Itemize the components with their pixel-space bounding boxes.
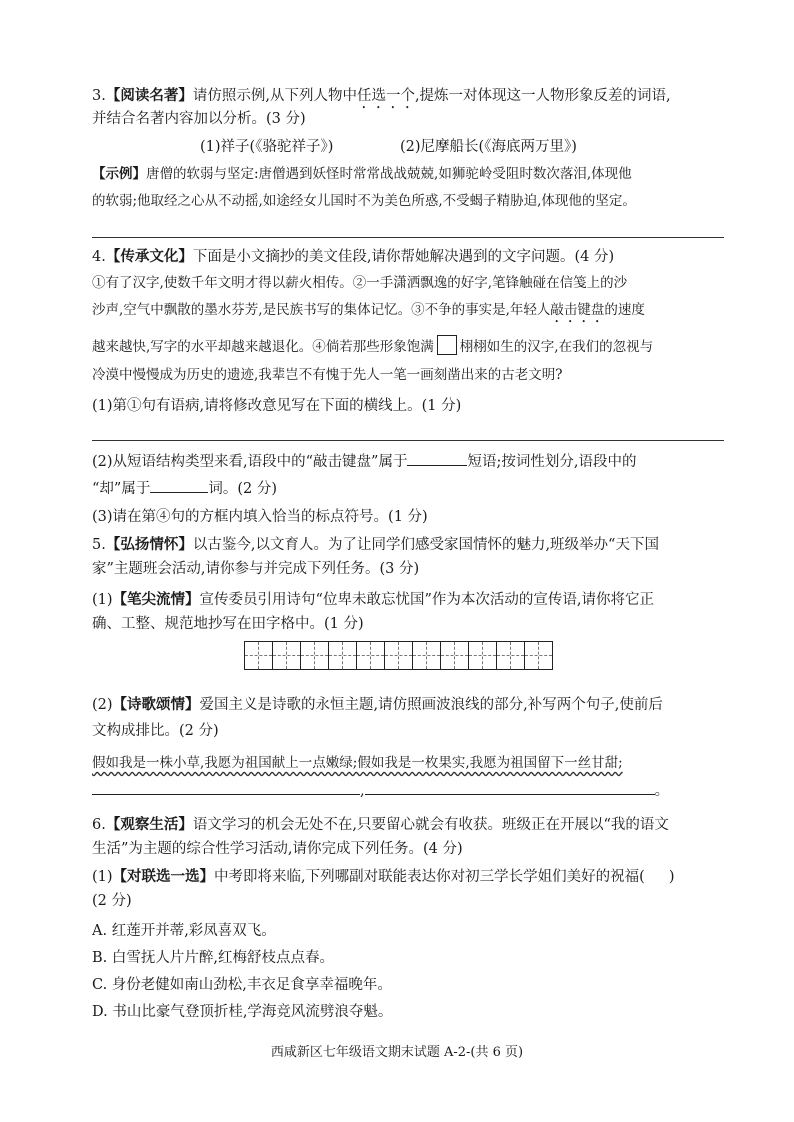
q6-sub1-num: (1) (92, 869, 113, 885)
q4-para-line4: 冷漠中慢慢成为历史的遗迹,我辈岂不有愧于先人一笔一画刻凿出来的古老文明? (92, 367, 563, 383)
grid-cell[interactable] (441, 642, 469, 669)
q4-sub1: (1)第①句有语病,请将修改意见写在下面的横线上。(1 分) (92, 398, 462, 414)
q6-sub1 (92, 866, 724, 888)
q5-sub1-line2: 确、工整、规范地抄写在田字格中。(1 分) (92, 616, 364, 632)
q5-number: 5. (92, 537, 106, 553)
q4-sub2 (92, 451, 724, 473)
q4-blank-phrase[interactable] (407, 451, 467, 466)
q6-line2: 生活”为主题的综合性学习活动,请你完成下列任务。(4 分) (92, 841, 463, 857)
grid-cell[interactable] (245, 642, 273, 669)
q4-sub2-text-c: “却”属于 (92, 481, 151, 497)
q5-sub2-line2: 文构成排比。(2 分) (92, 723, 219, 739)
q4-tag: 【传承文化】 (105, 249, 193, 265)
q5-blank-2[interactable] (365, 780, 655, 795)
q4-para-end: 的速度 (604, 302, 645, 318)
q4-sub2-text-d: 词。(2 分) (208, 481, 277, 497)
q5-sub2-num: (2) (92, 697, 113, 713)
q3-head-text-b: ,提炼一对体现这一人物形象反差的词语, (414, 88, 671, 104)
q5-line2: 家”主题班会活动,请你参与并完成下列任务。(3 分) (92, 561, 420, 577)
q4-para-line3 (92, 335, 724, 358)
q4-sub2-line2 (92, 478, 724, 500)
q4-para-text3: 越来越快,写字的水平却越来越退化。④倘若那些形象饱满 (92, 339, 434, 355)
q3-head-text: 请仿照示例,从下列人物中 (192, 88, 357, 104)
q4-head-text: 下面是小文摘抄的美文佳段,请你帮她解决遇到的文字问题。(4 分) (192, 249, 615, 265)
grid-cell[interactable] (497, 642, 525, 669)
q4-emphasis: 敲击键盘 (550, 302, 605, 318)
q5-sub2-text: 爱国主义是诗歌的永恒主题,请仿照画波浪线的部分,补写两个句子,使前后 (199, 697, 663, 713)
grid-cell[interactable] (357, 642, 385, 669)
q3-line2: 并结合名著内容加以分析。(3 分) (92, 111, 306, 127)
q3-option-1: (1)祥子(《骆驼祥子》) (200, 139, 334, 155)
q5-sub2 (92, 694, 724, 716)
q5-head-text: 以古鉴今,以文育人。为了让同学们感受家国情怀的魅力,班级举办“天下国 (192, 537, 659, 553)
option-a: A. 红莲开并蒂,彩凤喜双飞。 (92, 923, 276, 939)
option-d: D. 书山比豪气登顶折桂,学海竞风流劈浪夺魁。 (92, 1004, 393, 1020)
grid-cell[interactable] (413, 642, 441, 669)
q5-sub1-num: (1) (92, 592, 113, 608)
q5-period: 。 (654, 783, 670, 799)
q5-sub1 (92, 589, 724, 611)
grid-cell[interactable] (385, 642, 413, 669)
q3-option-2: (2)尼摩船长(《海底两万里》) (400, 139, 577, 155)
q6-head-text: 语文学习的机会无处不在,只要留心就会有收获。班级正在开展以“我的语文 (192, 817, 669, 833)
q4-para-line2 (92, 299, 724, 326)
q5-sub1-tag: 【笔尖流情】 (112, 592, 200, 608)
q6-sub1-text: 中考即将来临,下列哪副对联能表达你对初三学长学姐们美好的祝福( (214, 869, 645, 885)
q6-tag: 【观察生活】 (105, 817, 193, 833)
q6-sub1-tag: 【对联选一选】 (112, 869, 215, 885)
grid-cell[interactable] (525, 642, 552, 669)
q5-wavy-example (92, 752, 724, 774)
q5-blank-1[interactable] (92, 780, 360, 795)
q6-number: 6. (92, 817, 106, 833)
q5-sub1-text: 宣传委员引用诗句“位卑未敢忘忧国”作为本次活动的宣传语,请你将它正 (199, 592, 654, 608)
q4-sub3: (3)请在第④句的方框内填入恰当的标点符号。(1 分) (92, 509, 428, 525)
q4-number: 4. (92, 249, 106, 265)
option-b: B. 白雪抚人片片醉,红梅舒枝点点春。 (92, 950, 334, 966)
q5-comma: , (360, 783, 365, 799)
q3-number: 3. (92, 88, 106, 104)
q5-sub2-tag: 【诗歌颂情】 (112, 697, 200, 713)
q3-tag: 【阅读名著】 (105, 88, 193, 104)
q4-para-text: 沙声,空气中飘散的墨水芬芳,是民族书写的集体记忆。③不争的事实是,年轻人 (92, 302, 551, 318)
q4-blank-wordclass[interactable] (150, 478, 208, 493)
q6-score: (2 分) (92, 893, 132, 909)
q4-answer-line[interactable] (92, 440, 724, 441)
grid-cell[interactable] (301, 642, 329, 669)
wavy-line-text: 假如我是一株小草,我愿为祖国献上一点嫩绿;假如我是一枚果实,我愿为祖国留下一丝甘甜; (92, 755, 623, 771)
grid-cell[interactable] (273, 642, 301, 669)
q3-example-tag: 【示例】 (92, 166, 146, 182)
grid-cell[interactable] (469, 642, 497, 669)
grid-cell[interactable] (329, 642, 357, 669)
q3-example (92, 163, 724, 185)
page-footer: 西咸新区七年级语文期末试题 A-2-(共 6 页) (270, 1045, 524, 1060)
option-c: C. 身份老健如南山劲松,丰衣足食享幸福晚年。 (92, 977, 392, 993)
q3-example-text-a: 唐僧的软弱与坚定:唐僧遇到妖怪时常常战战兢兢,如狮驼岭受阻时数次落泪,体现他 (146, 166, 632, 182)
q4-para-line1: ①有了汉字,使数千年文明才得以薪火相传。②一手潇洒飘逸的好字,笔锋触碰在信笺上的沙 (92, 275, 628, 291)
q4-sub2-text-b: 短语;按词性划分,语段中的 (467, 454, 637, 470)
q4-sub2-text-a: (2)从短语结构类型来看,语段中的“敲击键盘”属于 (92, 454, 408, 470)
q3-answer-line[interactable] (92, 237, 724, 238)
tianzige-grid[interactable] (244, 641, 553, 670)
q6-heading (92, 814, 724, 836)
punctuation-box[interactable] (437, 335, 457, 355)
q5-answer-row (92, 780, 724, 802)
q5-tag: 【弘扬情怀】 (105, 537, 193, 553)
q4-para-text3-end: 栩栩如生的汉字,在我们的忽视与 (459, 339, 654, 355)
q4-heading (92, 246, 724, 268)
q3-example-line2: 的软弱;他取经之心从不动摇,如途经女儿国时不为美色所惑,不受蝎子精胁迫,体现他的坚定。 (92, 193, 636, 209)
q5-heading (92, 534, 724, 556)
q6-paren-close: ) (668, 869, 675, 885)
q3-emphasis: 任选一个 (356, 88, 415, 104)
